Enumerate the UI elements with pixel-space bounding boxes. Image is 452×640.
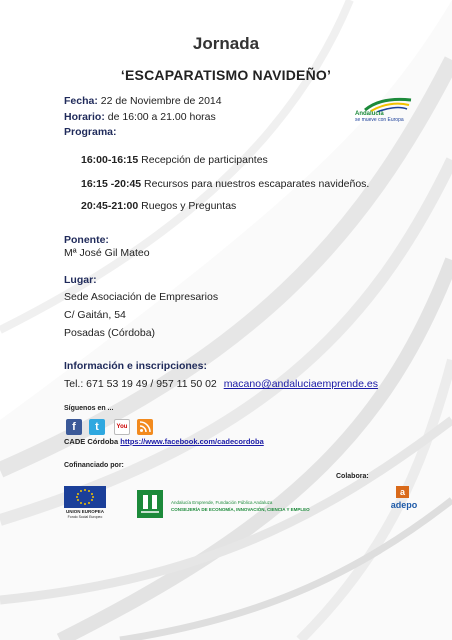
junta-emblem-icon <box>137 490 163 518</box>
youtube-icon-text: You <box>116 424 128 430</box>
junta-text: Andalucía Emprende, Fundación Pública Andaluza <box>171 500 273 505</box>
facebook-icon[interactable]: f <box>66 419 82 435</box>
place-label: Lugar: <box>64 274 97 286</box>
rss-glyph-icon <box>139 421 151 433</box>
program-text: Ruegos y Preguntas <box>141 200 237 212</box>
junta-subtext: CONSEJERÍA DE ECONOMÍA, INNOVACIÓN, CIENCIA Y EMPLEO <box>171 507 310 512</box>
junta-logo <box>137 490 163 518</box>
adepo-emblem-icon: a <box>396 486 409 498</box>
cade-line <box>64 437 264 446</box>
date-value: 22 de Noviembre de 2014 <box>100 95 222 107</box>
eu-flag-icon <box>64 486 106 508</box>
rss-icon[interactable] <box>137 419 153 435</box>
social-label: Síguenos en ... <box>64 405 114 412</box>
place-line-3: Posadas (Córdoba) <box>64 327 156 339</box>
place-line-1: Sede Asociación de Empresarios <box>64 291 219 303</box>
speaker-name: Mª José Gil Mateo <box>64 247 150 259</box>
program-time: 20:45-21:00 <box>81 200 139 212</box>
adepo-text: adepo <box>390 500 418 510</box>
email-link[interactable]: macano@andaluciaemprende.es <box>223 378 378 390</box>
time-label: Horario: <box>64 111 105 123</box>
andalucia-text: Andalucía <box>355 111 384 117</box>
contact-line <box>64 378 378 390</box>
program-item-1 <box>81 154 268 166</box>
speaker-label: Ponente: <box>64 234 109 246</box>
program-time: 16:15 -20:45 <box>81 178 142 190</box>
date-line <box>64 95 222 107</box>
program-item-3 <box>81 200 236 212</box>
info-label: Información e inscripciones: <box>64 360 207 372</box>
adepo-logo <box>381 486 427 516</box>
andalucia-swoosh-icon <box>363 96 413 112</box>
eu-text: UNION EUROPEA <box>65 509 104 514</box>
collab-label: Colabora: <box>336 473 369 480</box>
place-line-2: C/ Gaitán, 54 <box>64 309 126 321</box>
page-subtitle: ‘ESCAPARATISMO NAVIDEÑO’ <box>120 67 332 83</box>
cade-label: CADE Córdoba <box>64 437 119 446</box>
page-title: Jornada <box>192 34 260 53</box>
cade-facebook-link[interactable]: https://www.facebook.com/cadecordoba <box>120 437 264 446</box>
time-line <box>64 111 216 123</box>
program-item-2 <box>81 178 369 190</box>
eu-subtext: Fondo Social Europeo <box>67 515 103 519</box>
program-text: Recursos para nuestros escaparates navideños. <box>144 178 370 190</box>
program-text: Recepción de participantes <box>141 154 268 166</box>
time-value: de 16:00 a 21.00 horas <box>107 111 216 123</box>
cofinanced-label: Cofinanciado por: <box>64 462 124 469</box>
andalucia-logo <box>355 96 415 126</box>
andalucia-subtext: se mueve con Europa <box>355 117 404 123</box>
program-label: Programa: <box>64 126 117 138</box>
youtube-icon[interactable] <box>114 419 130 435</box>
eu-logo <box>64 486 106 519</box>
phone-numbers: Tel.: 671 53 19 49 / 957 11 50 02 <box>64 378 217 390</box>
program-time: 16:00-16:15 <box>81 154 139 166</box>
date-label: Fecha: <box>64 95 98 107</box>
twitter-icon[interactable]: t <box>89 419 105 435</box>
